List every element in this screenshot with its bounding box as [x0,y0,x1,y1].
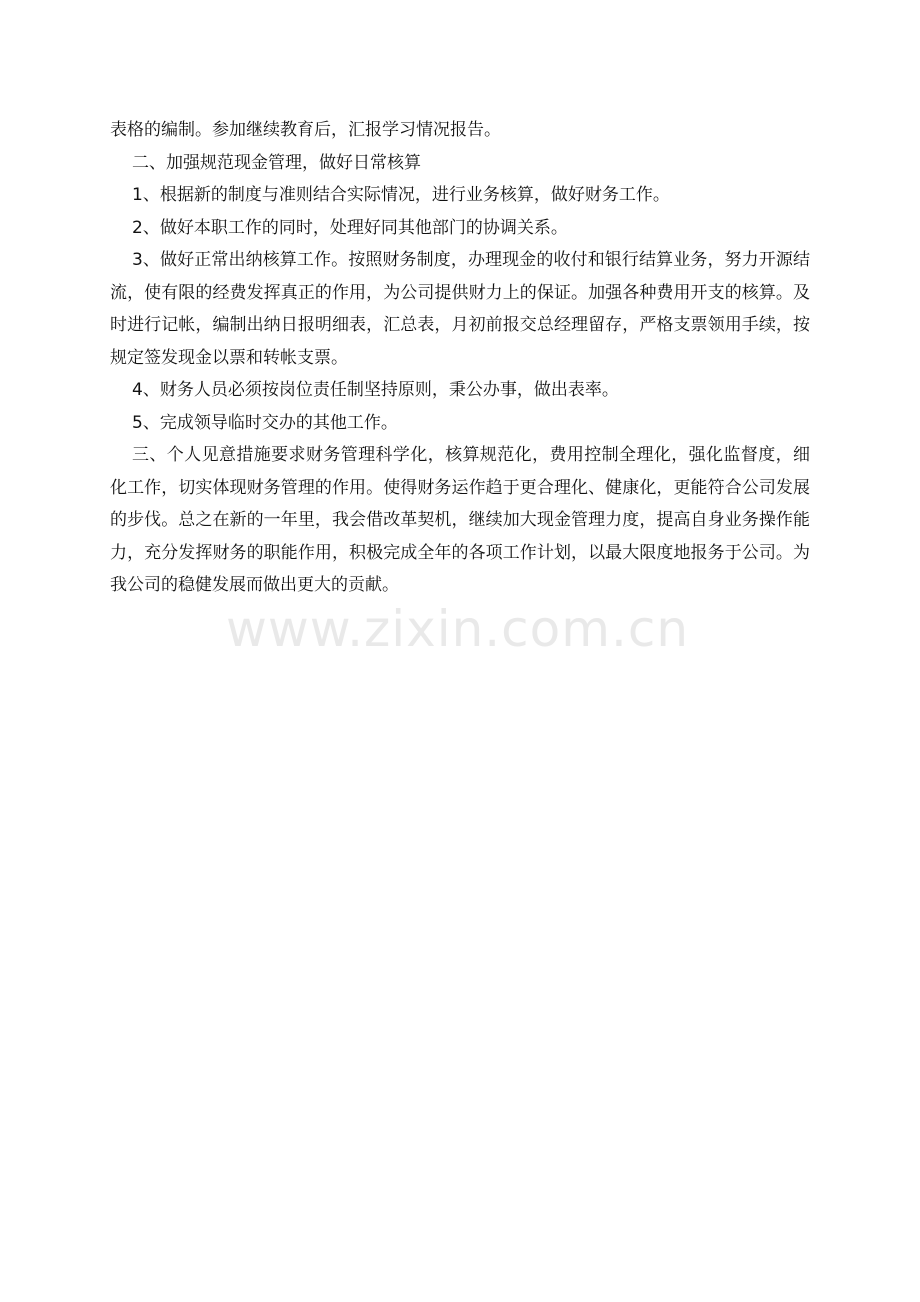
paragraph-continuation: 表格的编制。参加继续教育后，汇报学习情况报告。 [110,120,501,140]
section-heading-2: 二、加强规范现金管理，做好日常核算 [132,152,421,173]
section-3-paragraph: 三、个人见意措施要求财务管理科学化，核算规范化，费用控制全理化，强化监督度，细化工作，切实体现财务管理的作用。使得财务运作趋于更合理化、健康化，更能符合公司发展的步伐。总之在新的一年里，我会借改革契机，继续加大现金管理力度，提高自身业务操作能力，充分发挥财务的职能作用，积极完成全年的各项工作计划，以最大限度地报务于公司。为我公司的稳健发展而做出更大的贡献。 [110,445,810,595]
list-item-5: 5、完成领导临时交办的其他工作。 [132,412,398,433]
list-item-1: 1、根据新的制度与准则结合实际情况，进行业务核算，做好财务工作。 [132,185,670,205]
document-body [110,114,810,602]
list-item-3: 3、做好正常出纳核算工作。按照财务制度，办理现金的收付和银行结算业务，努力开源结流，使有限的经费发挥真正的作用，为公司提供财力上的保证。加强各种费用开支的核算。及时进行记帐，编制出纳日报明细表，汇总表，月初前报交总经理留存，严格支票领用手续，按规定签发现金以票和转帐支票。 [110,250,810,368]
watermark: www.zixin.com.cn [226,600,690,658]
list-item-4: 4、财务人员必须按岗位责任制坚持原则，秉公办事，做出表率。 [132,380,619,400]
list-item-2: 2、做好本职工作的同时，处理好同其他部门的协调关系。 [132,217,568,238]
